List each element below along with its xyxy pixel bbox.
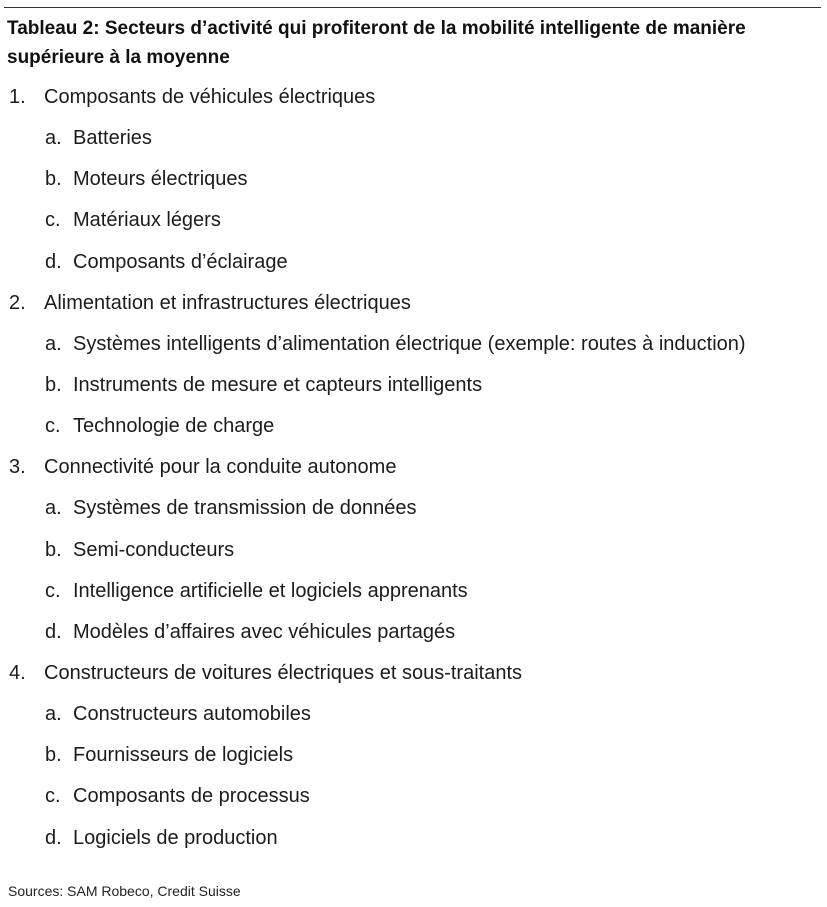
subitem-label: Modèles d’affaires avec véhicules partagés	[73, 620, 456, 643]
subitem-label: Intelligence artificielle et logiciels apprenants	[73, 579, 468, 602]
section-label: Alimentation et infrastructures électriques	[44, 291, 411, 314]
top-rule	[4, 7, 821, 8]
section-number: 1.	[9, 86, 26, 108]
subitem-letter: a.	[45, 497, 62, 520]
subitem-letter: d.	[45, 620, 62, 643]
section-row	[0, 452, 827, 493]
subitem-letter: c.	[45, 415, 61, 438]
subitem-label: Matériaux légers	[73, 209, 221, 232]
subitem-letter: c.	[45, 579, 61, 602]
subitem-label: Semi-conducteurs	[73, 538, 235, 561]
subitem-letter: b.	[45, 538, 62, 561]
section-label: Connectivité pour la conduite autonome	[44, 456, 397, 479]
subitem-label: Systèmes intelligents d’alimentation électrique (exemple: routes à induction)	[73, 332, 746, 355]
subitem-row	[0, 370, 827, 411]
sector-list	[0, 82, 827, 864]
section-label: Constructeurs de voitures électriques et sous-traitants	[44, 661, 522, 684]
subitem-letter: d.	[45, 250, 62, 273]
subitem-letter: a.	[45, 127, 62, 150]
subitem-letter: c.	[45, 209, 61, 232]
subitem-letter: b.	[45, 373, 62, 396]
subitem-letter: a.	[45, 332, 62, 355]
table-title: Tableau 2: Secteurs d’activité qui profiteront de la mobilité intelligente de manière supérieure à la moyenne	[7, 18, 746, 68]
section-number: 3.	[9, 456, 26, 479]
subitem-label: Composants d’éclairage	[73, 250, 288, 273]
subitem-row	[0, 740, 827, 781]
subitem-row	[0, 164, 827, 205]
subitem-letter: c.	[45, 785, 61, 808]
subitem-label: Fournisseurs de logiciels	[73, 744, 294, 767]
subitem-label: Systèmes de transmission de données	[73, 497, 417, 520]
subitem-label: Moteurs électriques	[73, 168, 248, 191]
subitem-label: Composants de processus	[73, 785, 310, 808]
subitem-letter: a.	[45, 703, 62, 726]
subitem-row	[0, 823, 827, 864]
section-row	[0, 82, 827, 123]
subitem-row	[0, 699, 827, 740]
subitem-letter: b.	[45, 168, 62, 191]
subitem-row	[0, 329, 827, 370]
section-row	[0, 658, 827, 699]
subitem-label: Constructeurs automobiles	[73, 703, 311, 726]
subitem-row	[0, 123, 827, 164]
subitem-row	[0, 247, 827, 288]
subitem-row	[0, 617, 827, 658]
subitem-letter: b.	[45, 744, 62, 767]
section-number: 2.	[9, 291, 26, 314]
subitem-row	[0, 781, 827, 822]
subitem-label: Batteries	[73, 127, 152, 150]
subitem-row	[0, 493, 827, 534]
subitem-letter: d.	[45, 826, 62, 849]
section-number: 4.	[9, 661, 26, 684]
section-row	[0, 288, 827, 329]
subitem-row	[0, 411, 827, 452]
subitem-row	[0, 535, 827, 576]
subitem-label: Logiciels de production	[73, 826, 278, 849]
subitem-label: Technologie de charge	[73, 415, 275, 438]
subitem-row	[0, 576, 827, 617]
source-note: Sources: SAM Robeco, Credit Suisse	[8, 883, 241, 899]
subitem-row	[0, 205, 827, 246]
subitem-label: Instruments de mesure et capteurs intelligents	[73, 373, 483, 396]
section-label: Composants de véhicules électriques	[44, 86, 376, 108]
